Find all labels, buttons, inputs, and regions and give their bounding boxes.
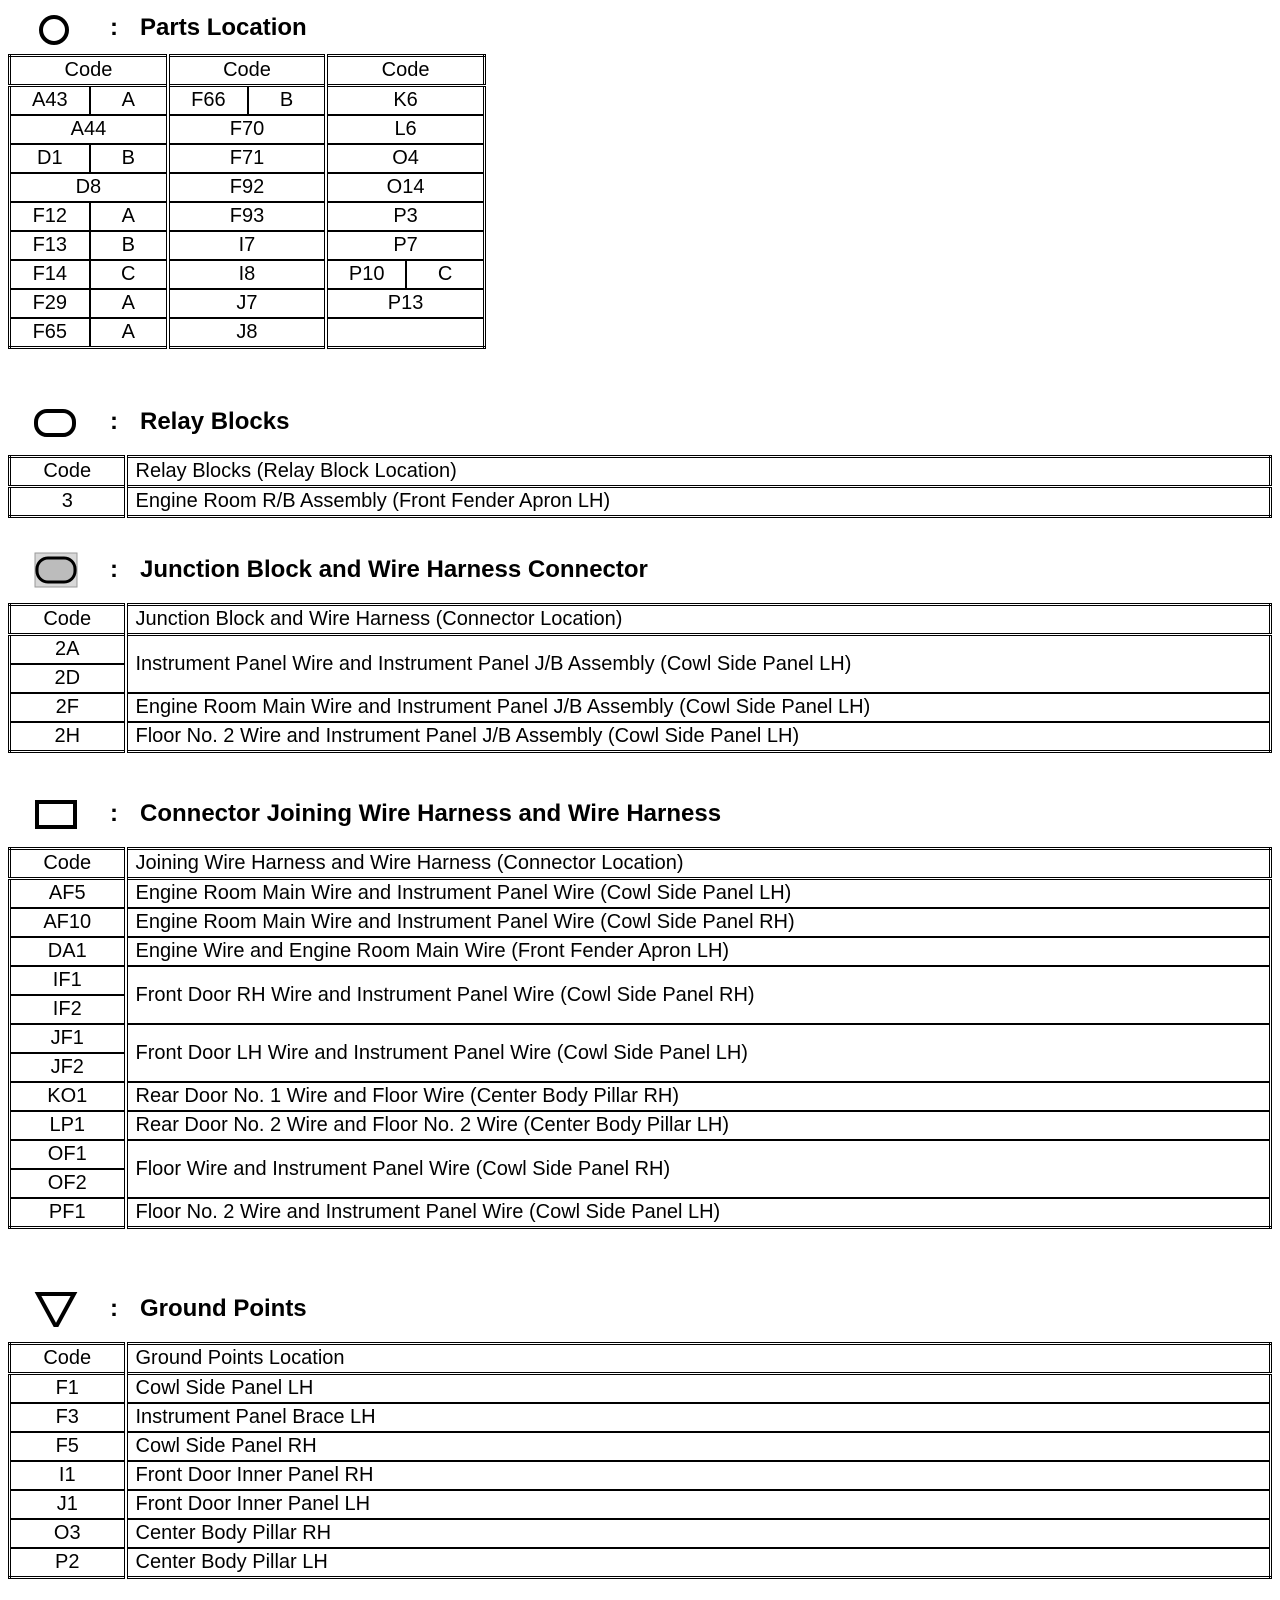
code-cell: O3 (10, 1519, 126, 1548)
table-row (10, 173, 485, 202)
table-row (10, 1403, 1271, 1432)
part-view-letter: A (90, 202, 168, 231)
code-cell: AF10 (10, 908, 126, 937)
location-cell: Engine Room Main Wire and Instrument Panel Wire (Cowl Side Panel LH) (126, 879, 1271, 909)
part-code: F14 (10, 260, 90, 289)
part-code: J7 (168, 289, 326, 318)
column-header-code: Code (168, 56, 326, 86)
table-row (10, 115, 485, 144)
part-code: F70 (168, 115, 326, 144)
part-code: O14 (326, 173, 484, 202)
table-row (10, 318, 485, 348)
table-row (10, 231, 485, 260)
rounded-rectangle-icon (34, 404, 78, 440)
connector-joining-colon: : (110, 800, 118, 827)
table-row (10, 144, 485, 173)
part-view-letter: C (90, 260, 168, 289)
ground-points-colon: : (110, 1295, 118, 1322)
table-row (10, 1519, 1271, 1548)
code-cell: OF1 (10, 1140, 126, 1169)
down-triangle-icon (34, 1291, 78, 1327)
part-code: P3 (326, 202, 484, 231)
table-row (10, 487, 1271, 517)
location-cell: Front Door Inner Panel LH (126, 1490, 1271, 1519)
table-row (10, 879, 1271, 909)
location-cell: Rear Door No. 1 Wire and Floor Wire (Center Body Pillar RH) (126, 1082, 1271, 1111)
location-cell: Center Body Pillar RH (126, 1519, 1271, 1548)
part-view-letter: B (248, 86, 326, 116)
shaded-rounded-rectangle-icon (34, 552, 78, 588)
part-code: F12 (10, 202, 90, 231)
column-header-code: Code (10, 1344, 126, 1374)
code-cell: J1 (10, 1490, 126, 1519)
table-row (10, 1432, 1271, 1461)
table-row (10, 722, 1271, 752)
location-cell: Engine Room Main Wire and Instrument Panel J/B Assembly (Cowl Side Panel LH) (126, 693, 1271, 722)
part-code: D8 (10, 173, 168, 202)
column-header-location: Ground Points Location (126, 1344, 1271, 1374)
ground-points-table (8, 1342, 1272, 1579)
part-code: P7 (326, 231, 484, 260)
column-header-code: Code (10, 457, 126, 487)
part-code: F66 (168, 86, 248, 116)
part-code: F29 (10, 289, 90, 318)
code-cell: 2A (10, 635, 126, 665)
connector-joining-table (8, 847, 1272, 1229)
table-row (10, 260, 485, 289)
part-view-letter: C (406, 260, 484, 289)
table-row (10, 1374, 1271, 1404)
ground-points-title: Ground Points (140, 1295, 307, 1322)
table-row (10, 1461, 1271, 1490)
part-view-letter: A (90, 289, 168, 318)
location-cell: Front Door Inner Panel RH (126, 1461, 1271, 1490)
junction-block-title: Junction Block and Wire Harness Connector (140, 556, 648, 583)
ground-points-header (0, 1287, 1280, 1331)
relay-blocks-header (0, 400, 1280, 444)
part-code: P13 (326, 289, 484, 318)
code-cell: 2F (10, 693, 126, 722)
code-cell: DA1 (10, 937, 126, 966)
table-row (10, 1111, 1271, 1140)
code-cell: LP1 (10, 1111, 126, 1140)
table-row (10, 966, 1271, 995)
code-cell: 2D (10, 664, 126, 693)
location-cell: Floor No. 2 Wire and Instrument Panel Wire (Cowl Side Panel LH) (126, 1198, 1271, 1228)
relay-blocks-table (8, 455, 1272, 518)
table-row (10, 1140, 1271, 1169)
column-header-code: Code (10, 849, 126, 879)
code-cell: IF2 (10, 995, 126, 1024)
part-code: A44 (10, 115, 168, 144)
part-code: F71 (168, 144, 326, 173)
connector-joining-title: Connector Joining Wire Harness and Wire Harness (140, 800, 722, 827)
code-cell: P2 (10, 1548, 126, 1578)
part-view-letter: A (90, 318, 168, 348)
table-row (10, 1548, 1271, 1578)
connector-joining-header (0, 792, 1280, 836)
table-header-row (10, 849, 1271, 879)
location-cell: Floor Wire and Instrument Panel Wire (Cowl Side Panel RH) (126, 1140, 1271, 1198)
code-cell: F3 (10, 1403, 126, 1432)
location-cell: Rear Door No. 2 Wire and Floor No. 2 Wire (Center Body Pillar LH) (126, 1111, 1271, 1140)
parts-location-table (8, 54, 486, 349)
part-code: O4 (326, 144, 484, 173)
table-row (10, 1082, 1271, 1111)
table-row (10, 1024, 1271, 1053)
part-code: F13 (10, 231, 90, 260)
part-view-letter: A (90, 86, 168, 116)
part-view-letter: B (90, 231, 168, 260)
code-cell: KO1 (10, 1082, 126, 1111)
location-cell: Floor No. 2 Wire and Instrument Panel J/B Assembly (Cowl Side Panel LH) (126, 722, 1271, 752)
table-row (10, 1490, 1271, 1519)
table-row (10, 289, 485, 318)
junction-block-colon: : (110, 556, 118, 583)
code-cell: 2H (10, 722, 126, 752)
part-code: D1 (10, 144, 90, 173)
code-cell: JF2 (10, 1053, 126, 1082)
code-cell: I1 (10, 1461, 126, 1490)
table-row (10, 202, 485, 231)
circle-icon (34, 10, 78, 46)
code-cell: PF1 (10, 1198, 126, 1228)
location-cell: Engine Room R/B Assembly (Front Fender Apron LH) (126, 487, 1271, 517)
junction-block-header (0, 548, 1280, 592)
part-view-letter: B (90, 144, 168, 173)
location-cell: Engine Wire and Engine Room Main Wire (Front Fender Apron LH) (126, 937, 1271, 966)
location-cell: Cowl Side Panel LH (126, 1374, 1271, 1404)
part-code: P10 (326, 260, 406, 289)
part-code: I8 (168, 260, 326, 289)
part-code: I7 (168, 231, 326, 260)
relay-blocks-colon: : (110, 408, 118, 435)
parts-location-header (0, 6, 1280, 50)
location-cell: Front Door LH Wire and Instrument Panel Wire (Cowl Side Panel LH) (126, 1024, 1271, 1082)
code-cell: AF5 (10, 879, 126, 909)
part-code: F92 (168, 173, 326, 202)
location-cell: Instrument Panel Wire and Instrument Panel J/B Assembly (Cowl Side Panel LH) (126, 635, 1271, 694)
location-cell: Center Body Pillar LH (126, 1548, 1271, 1578)
rectangle-icon (34, 796, 78, 832)
code-cell: OF2 (10, 1169, 126, 1198)
part-code: L6 (326, 115, 484, 144)
column-header-location: Joining Wire Harness and Wire Harness (Connector Location) (126, 849, 1271, 879)
junction-block-table (8, 603, 1272, 753)
location-cell: Instrument Panel Brace LH (126, 1403, 1271, 1432)
parts-location-colon: : (110, 14, 118, 41)
code-cell: 3 (10, 487, 126, 517)
column-header-code: Code (326, 56, 484, 86)
code-cell: F5 (10, 1432, 126, 1461)
column-header-code: Code (10, 56, 168, 86)
column-header-location: Junction Block and Wire Harness (Connector Location) (126, 605, 1271, 635)
table-row (10, 635, 1271, 665)
table-header-row (10, 1344, 1271, 1374)
code-cell: IF1 (10, 966, 126, 995)
part-code: K6 (326, 86, 484, 116)
part-code: F93 (168, 202, 326, 231)
location-cell: Cowl Side Panel RH (126, 1432, 1271, 1461)
table-row (10, 1198, 1271, 1228)
part-code: F65 (10, 318, 90, 348)
part-code: A43 (10, 86, 90, 116)
table-row (10, 908, 1271, 937)
location-cell: Front Door RH Wire and Instrument Panel Wire (Cowl Side Panel RH) (126, 966, 1271, 1024)
code-cell: JF1 (10, 1024, 126, 1053)
location-cell: Engine Room Main Wire and Instrument Panel Wire (Cowl Side Panel RH) (126, 908, 1271, 937)
part-code: J8 (168, 318, 326, 348)
code-cell: F1 (10, 1374, 126, 1404)
table-row (10, 937, 1271, 966)
table-header-row (10, 457, 1271, 487)
table-row (10, 693, 1271, 722)
part-code (326, 318, 484, 348)
table-header-row (10, 56, 485, 86)
table-header-row (10, 605, 1271, 635)
column-header-code: Code (10, 605, 126, 635)
table-row (10, 86, 485, 116)
relay-blocks-title: Relay Blocks (140, 408, 290, 435)
column-header-location: Relay Blocks (Relay Block Location) (126, 457, 1271, 487)
parts-location-title: Parts Location (140, 14, 307, 41)
